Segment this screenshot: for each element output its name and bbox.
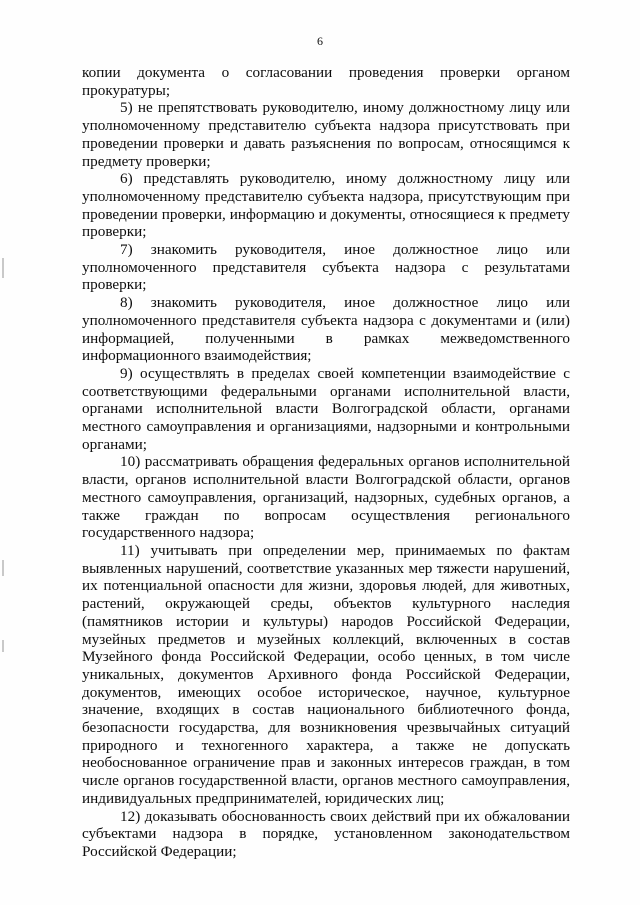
paragraph-item-12: 12) доказывать обоснованность своих действий при их обжаловании субъектами надзора в порядке, установленном законодательством Российской Федерации; — [82, 807, 570, 860]
document-body — [82, 64, 570, 861]
paragraph-item-9: 9) осуществлять в пределах своей компетенции взаимодействие с соответствующими федеральными органами исполнительной власти, органами исполнительной власти Волгоградской области, органами местного самоуправления и организациями, надзорными и контрольными органами; — [82, 364, 570, 453]
paragraph-item-5: 5) не препятствовать руководителю, иному должностному лицу или уполномоченному представителю субъекта надзора присутствовать при проведении проверки и давать разъяснения по вопросам, относящимся к предмету проверки; — [82, 99, 570, 170]
paragraph-item-11: 11) учитывать при определении мер, принимаемых по фактам выявленных нарушений, соответствие указанных мер тяжести нарушений, их потенциальной опасности для жизни, здоровья людей, для животных, растений, окружающей среды, объектов культурного наследия (памятников истории и культуры) народов Российской Федерации, музейных предметов и музейных коллекций, включенных в состав Музейного фонда Российской Федерации, особо ценных, в том числе уникальных, документов Архивного фонда Российской Федерации, документов, имеющих особое историческое, научное, культурное значение, входящих в состав национального библиотечного фонда, безопасности государства, для возникновения чрезвычайных ситуаций природного и техногенного характера, а также не допускать необоснованное ограничение прав и законных интересов граждан, в том числе органов государственной власти, органов местного самоуправления, индивидуальных предпринимателей, юридических лиц; — [82, 541, 570, 807]
paragraph-item-10: 10) рассматривать обращения федеральных органов исполнительной власти, органов исполнительной власти Волгоградской области, органов местного самоуправления, организаций, надзорных, судебных органов, а также граждан по вопросам осуществления регионального государственного надзора; — [82, 453, 570, 542]
scan-margin-mark — [2, 640, 4, 652]
paragraph-item-8: 8) знакомить руководителя, иное должностное лицо или уполномоченного представителя субъекта надзора с документами и (или) информацией, полученными в рамках межведомственного информационного взаимодействия; — [82, 294, 570, 365]
scan-margin-mark — [2, 560, 4, 576]
paragraph-item-6: 6) представлять руководителю, иному должностному лицу или уполномоченному представителю субъекта надзора, присутствующим при проведении проверки, информацию и документы, относящиеся к предмету проверки; — [82, 170, 570, 241]
page-number: 6 — [317, 34, 323, 48]
paragraph-item-7: 7) знакомить руководителя, иное должностное лицо или уполномоченного представителя субъекта надзора с результатами проверки; — [82, 241, 570, 294]
scan-margin-mark — [2, 258, 4, 278]
paragraph-continuation: копии документа о согласовании проведения проверки органом прокуратуры; — [82, 64, 570, 99]
